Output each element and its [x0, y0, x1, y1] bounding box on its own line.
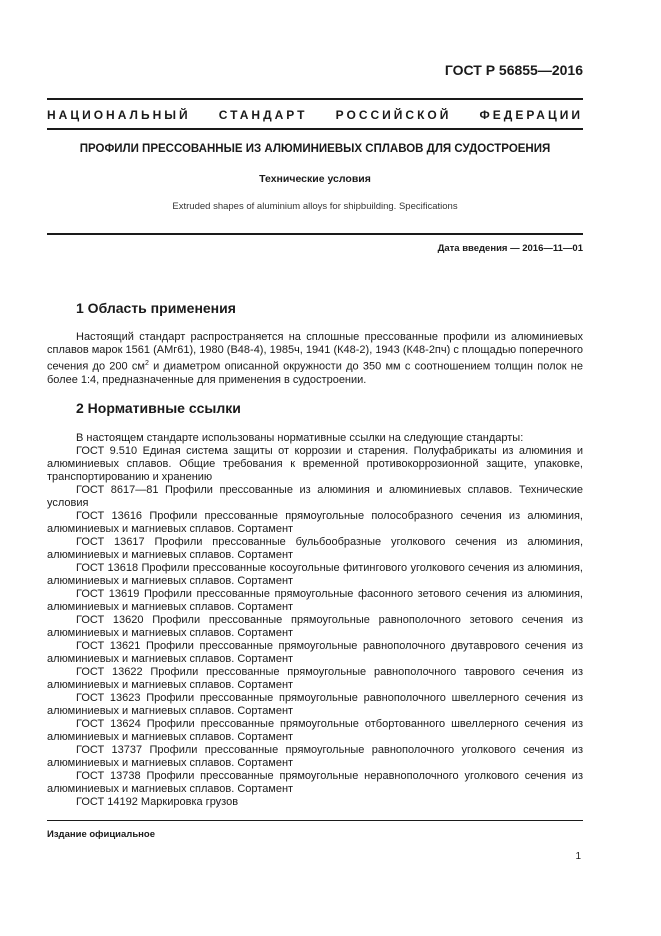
section2-heading: 2 Нормативные ссылки: [76, 400, 241, 416]
document-subtitle: Технические условия: [259, 173, 371, 185]
english-title: Extruded shapes of aluminium alloys for shipbuilding. Specifications: [172, 201, 458, 212]
reference-line: ГОСТ 9.510 Единая система защиты от коррозии и старения. Полуфабрикаты из алюминия и алюминиевых сплавов. Общие требования к временной противокоррозионной защите, упаковке, транспортированию и хранению: [47, 445, 583, 483]
document-title: ПРОФИЛИ ПРЕССОВАННЫЕ ИЗ АЛЮМИНИЕВЫХ СПЛАВОВ ДЛЯ СУДОСТРОЕНИЯ: [79, 143, 551, 155]
references-list: [47, 432, 583, 809]
section1-heading: 1 Область применения: [76, 300, 236, 316]
reference-line: ГОСТ 13617 Профили прессованные бульбообразные уголкового сечения из алюминия, алюминиевых и магниевых сплавов. Сортамент: [47, 536, 583, 561]
introduction-date: Дата введения — 2016—11—01: [437, 243, 583, 254]
scope-text-a: Настоящий стандарт распространяется на сплошные прессованные профили из алюминиевых сплавов марок 1561 (АМг61), 1980 (В48-4), 1985ч, 1941 (К48-2), 1943 (К48-2пч) с площадью поперечного сечения до 200 см: [47, 331, 583, 373]
banner-rule: [47, 128, 583, 130]
reference-line: ГОСТ 13616 Профили прессованные прямоугольные полособразного сечения из алюминия, алюминиевых и магниевых сплавов. Сортамент: [47, 510, 583, 535]
reference-line: ГОСТ 13624 Профили прессованные прямоугольные отбортованного швеллерного сечения из алюминиевых и магниевых сплавов. Сортамент: [47, 718, 583, 743]
reference-line: ГОСТ 13738 Профили прессованные прямоугольные неравнополочного уголкового сечения из алюминиевых и магниевых сплавов. Сортамент: [47, 770, 583, 795]
reference-line: ГОСТ 13737 Профили прессованные прямоугольные равнополочного уголкового сечения из алюминиевых и магниевых сплавов. Сортамент: [47, 744, 583, 769]
reference-line: ГОСТ 13618 Профили прессованные косоугольные фитингового уголкового сечения из алюминия, алюминиевых и магниевых сплавов. Сортамент: [47, 562, 583, 587]
reference-line: ГОСТ 13619 Профили прессованные прямоугольные фасонного зетового сечения из алюминия, алюминиевых и магниевых сплавов. Сортамент: [47, 588, 583, 613]
footer-rule: [47, 820, 583, 821]
reference-line: ГОСТ 13620 Профили прессованные прямоугольные равнополочного зетового сечения из алюминиевых и магниевых сплавов. Сортамент: [47, 614, 583, 639]
reference-line: ГОСТ 8617—81 Профили прессованные из алюминия и алюминиевых сплавов. Технические условия: [47, 484, 583, 509]
document-code: ГОСТ Р 56855—2016: [444, 62, 583, 78]
scope-text-b: и диаметром описанной окружности до 350 мм с соотношением толщин полок не более 1:4, предназначенные для применения в судостроении.: [47, 360, 583, 386]
official-edition-label: Издание официальное: [47, 829, 155, 840]
reference-line: ГОСТ 13623 Профили прессованные прямоугольные равнополочного швеллерного сечения из алюминиевых и магниевых сплавов. Сортамент: [47, 692, 583, 717]
page-number: 1: [575, 851, 581, 862]
national-standard-banner: НАЦИОНАЛЬНЫЙ СТАНДАРТ РОССИЙСКОЙ ФЕДЕРАЦИИ: [47, 108, 583, 122]
reference-line: ГОСТ 14192 Маркировка грузов: [76, 796, 239, 808]
top-rule: [47, 98, 583, 100]
scope-superscript: 2: [144, 360, 149, 367]
title-rule: [47, 233, 583, 235]
reference-line: В настоящем стандарте использованы нормативные ссылки на следующие стандарты:: [76, 432, 524, 444]
scope-paragraph: [47, 331, 583, 387]
reference-line: ГОСТ 13621 Профили прессованные прямоугольные равнополочного двутаврового сечения из алюминиевых и магниевых сплавов. Сортамент: [47, 640, 583, 665]
reference-line: ГОСТ 13622 Профили прессованные прямоугольные равнополочного таврового сечения из алюминиевых и магниевых сплавов. Сортамент: [47, 666, 583, 691]
section1-text: [47, 331, 583, 387]
